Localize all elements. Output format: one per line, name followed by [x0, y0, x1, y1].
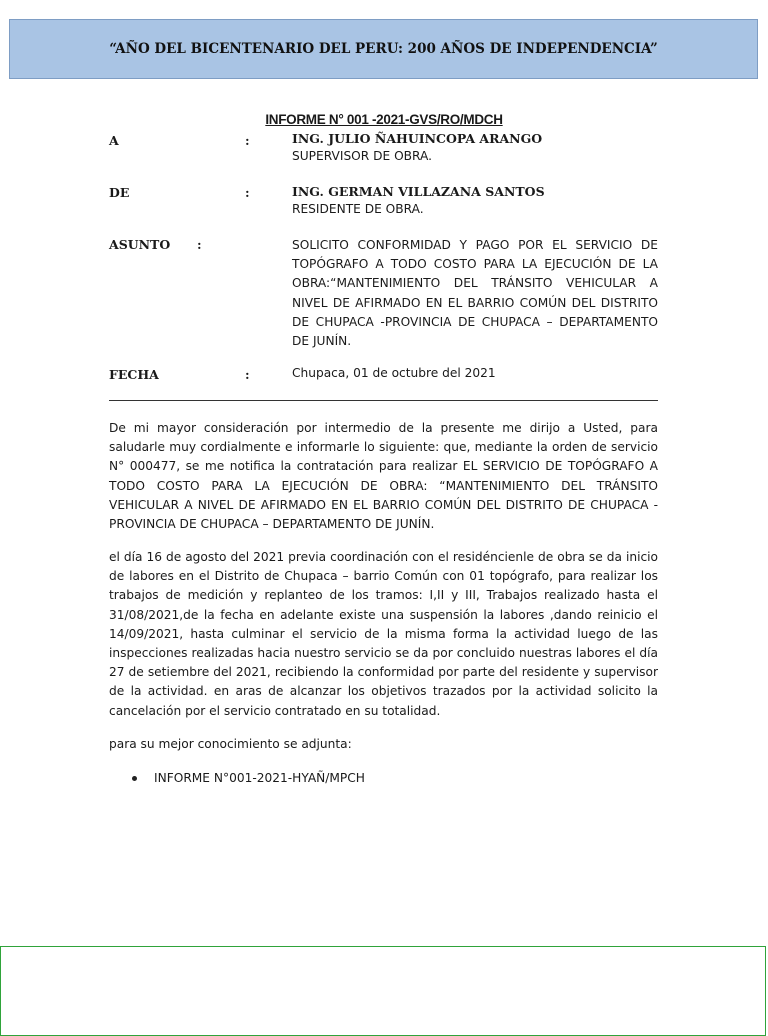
subject-label: ASUNTO [109, 237, 171, 252]
paragraph-details: el día 16 de agosto del 2021 previa coordinación con el residéncienle de obra se da inicio de labores en el Distrito de Chupaca – barrio Común con 01 topógrafo, para realizar los trabajos de medición y replanteo de los tramos: I,II y III, Trabajos realizado hasta el 31/08/2021,de la fecha en adelante existe una suspensión la labores ,dando reinicio el 14/09/2021, hasta culminar el servicio de la misma forma la actividad luego de las inspecciones realizadas hacia nuestro servicio se da por concluido nuestras labores el día 27 de setiembre del 2021, recibiendo la conformidad por parte del residente y supervisor de la actividad. en aras de alcanzar los objetivos trazados por la actividad solicito la cancelación por el servicio contratado en su totalidad. [109, 550, 658, 718]
from-label: DE [109, 185, 130, 200]
header-banner [9, 19, 758, 79]
attachment-list-item [132, 771, 365, 785]
subject-colon: : [197, 237, 202, 252]
document-title: INFORME N° 001 -2021-GVS/RO/MDCH [265, 112, 503, 127]
subject-text: SOLICITO CONFORMIDAD Y PAGO POR EL SERVICIO DE TOPÓGRAFO A TODO COSTO PARA LA EJECUCIÓN DE LA OBRA:“MANTENIMIENTO DEL TRÁNSITO VEHICULAR A NIVEL DE AFIRMADO EN EL BARRIO COMÚN DEL DISTRITO DE CHUPACA -PROVINCIA DE CHUPACA – DEPARTAMENTO DE JUNÍN. [292, 238, 658, 349]
from-role: RESIDENTE DE OBRA. [292, 202, 424, 216]
from-name: ING. GERMAN VILLAZANA SANTOS [292, 184, 545, 199]
from-colon: : [245, 185, 250, 200]
to-label: A [109, 133, 119, 148]
header-divider [109, 400, 658, 401]
to-role: SUPERVISOR DE OBRA. [292, 149, 432, 163]
attachment-text: INFORME N°001-2021-HYAÑ/MPCH [154, 771, 365, 785]
to-name: ING. JULIO ÑAHUINCOPA ARANGO [292, 131, 543, 146]
to-colon: : [245, 133, 250, 148]
bullet-icon [132, 776, 137, 781]
paragraph-attachments-intro: para su mejor conocimiento se adjunta: [109, 737, 352, 751]
footer-box [0, 946, 766, 1036]
date-colon: : [245, 367, 250, 382]
date-value: Chupaca, 01 de octubre del 2021 [292, 366, 496, 380]
banner-text: “AÑO DEL BICENTENARIO DEL PERU: 200 AÑOS DE INDEPENDENCIA” [109, 41, 658, 57]
paragraph-intro: De mi mayor consideración por intermedio de la presente me dirijo a Usted, para saludarle muy cordialmente e informarle lo siguiente: que, mediante la orden de servicio N° 000477, se me notifica la contratación para realizar EL SERVICIO DE TOPÓGRAFO A TODO COSTO PARA LA EJECUCIÓN DE OBRA: “MANTENIMIENTO DEL TRÁNSITO VEHICULAR A NIVEL DE AFIRMADO EN EL BARRIO COMÚN DEL DISTRITO DE CHUPACA -PROVINCIA DE CHUPACA – DEPARTAMENTO DE JUNÍN. [109, 421, 658, 532]
date-label: FECHA [109, 367, 159, 382]
